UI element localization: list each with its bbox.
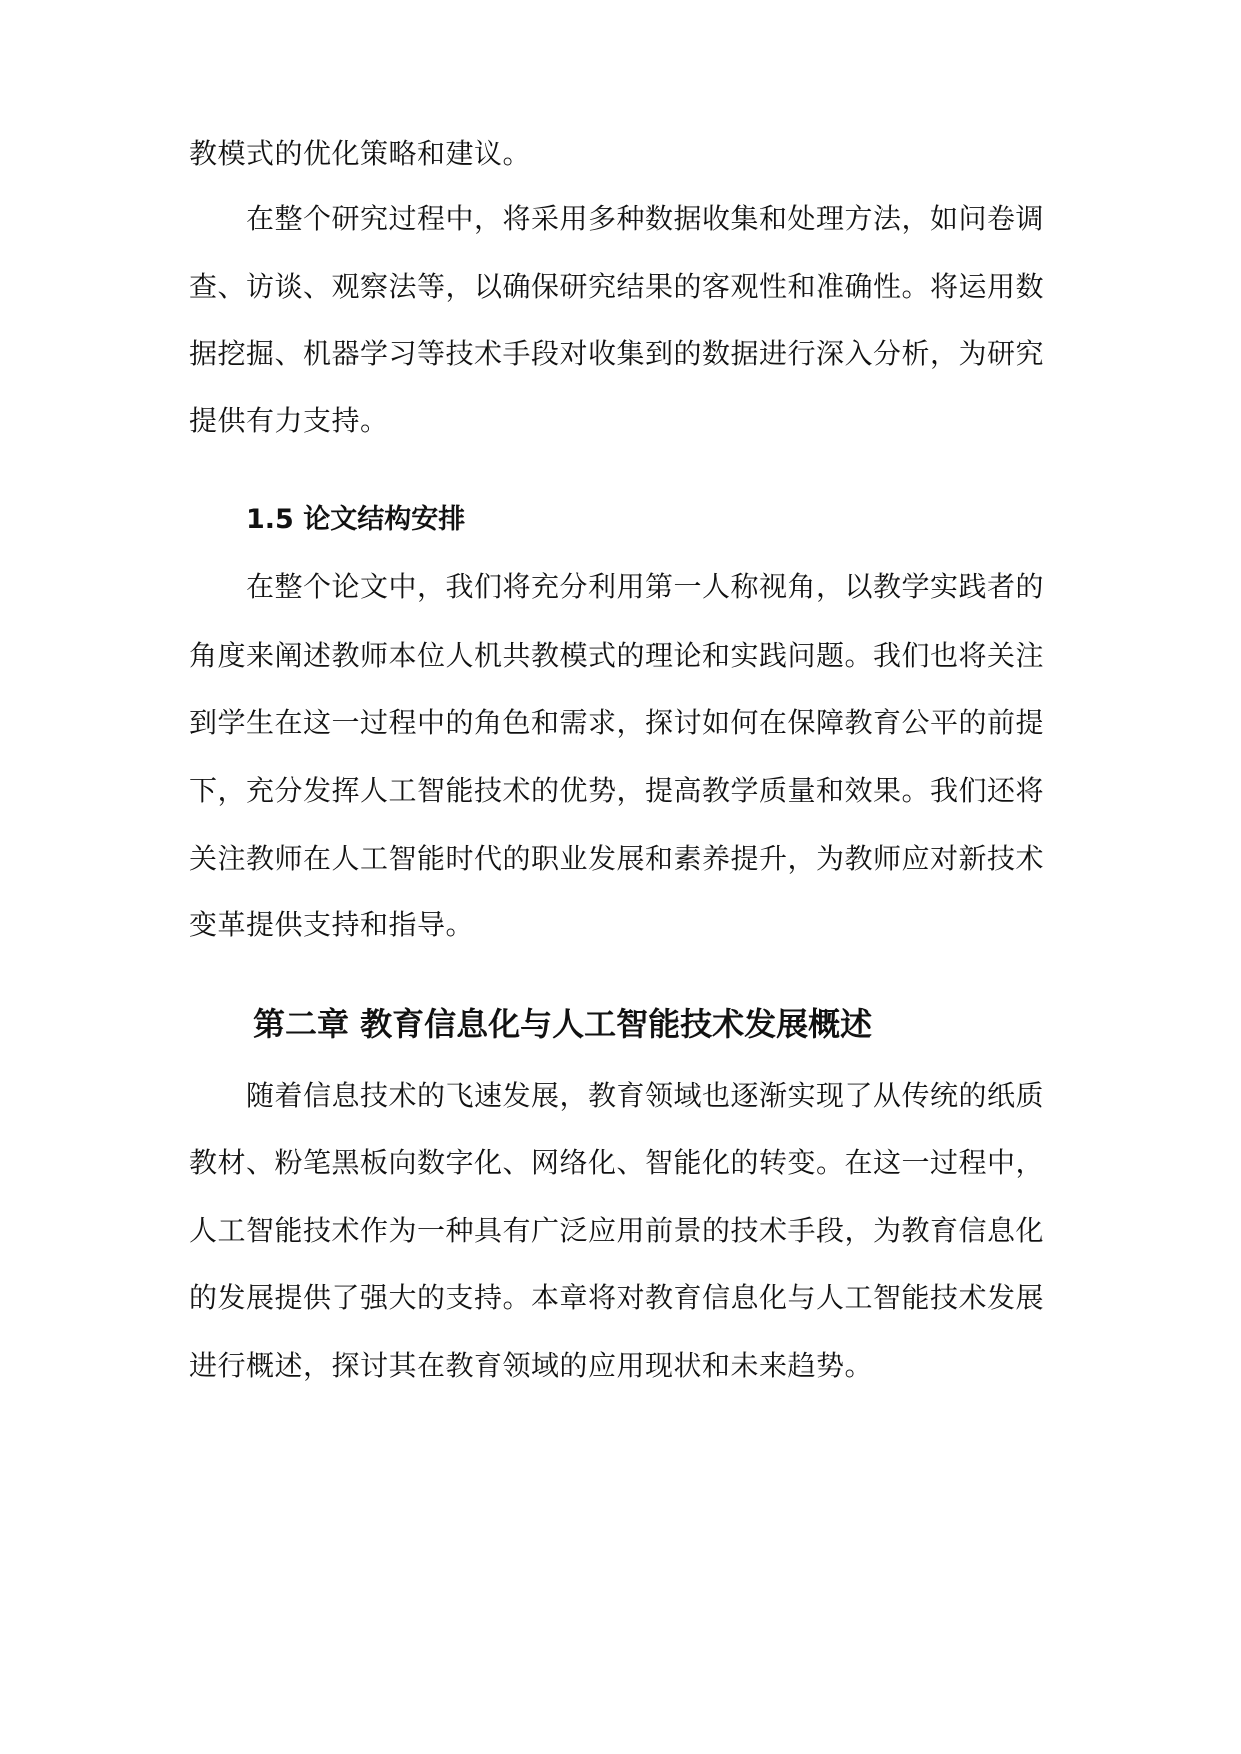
paragraph-line: 角度来阐述教师本位人机共教模式的理论和实践问题。我们也将关注 <box>189 639 1045 672</box>
paragraph-line: 下，充分发挥人工智能技术的优势，提高教学质量和效果。我们还将 <box>189 774 1045 807</box>
paragraph-line: 在整个研究过程中，将采用多种数据收集和处理方法，如问卷调 <box>246 202 1045 235</box>
paragraph-line: 到学生在这一过程中的角色和需求，探讨如何在保障教育公平的前提 <box>189 706 1045 739</box>
paragraph-line: 的发展提供了强大的支持。本章将对教育信息化与人工智能技术发展 <box>189 1281 1045 1314</box>
chapter-heading: 第二章 教育信息化与人工智能技术发展概述 <box>253 1005 873 1043</box>
paragraph-line: 查、访谈、观察法等，以确保研究结果的客观性和准确性。将运用数 <box>189 270 1045 303</box>
paragraph-line: 提供有力支持。 <box>189 404 389 437</box>
paragraph-line: 在整个论文中，我们将充分利用第一人称视角，以教学实践者的 <box>246 570 1045 603</box>
paragraph-line: 变革提供支持和指导。 <box>189 908 475 941</box>
paragraph-line: 人工智能技术作为一种具有广泛应用前景的技术手段，为教育信息化 <box>189 1214 1045 1247</box>
paragraph-line: 据挖掘、机器学习等技术手段对收集到的数据进行深入分析，为研究 <box>189 337 1045 370</box>
paragraph-line: 教模式的优化策略和建议。 <box>189 137 532 170</box>
section-heading: 1.5 论文结构安排 <box>246 504 466 535</box>
paragraph-line: 教材、粉笔黑板向数字化、网络化、智能化的转变。在这一过程中， <box>189 1146 1045 1179</box>
paragraph-line: 关注教师在人工智能时代的职业发展和素养提升，为教师应对新技术 <box>189 842 1045 875</box>
paragraph-line: 进行概述，探讨其在教育领域的应用现状和未来趋势。 <box>189 1349 874 1382</box>
paragraph-line: 随着信息技术的飞速发展，教育领域也逐渐实现了从传统的纸质 <box>246 1079 1045 1112</box>
